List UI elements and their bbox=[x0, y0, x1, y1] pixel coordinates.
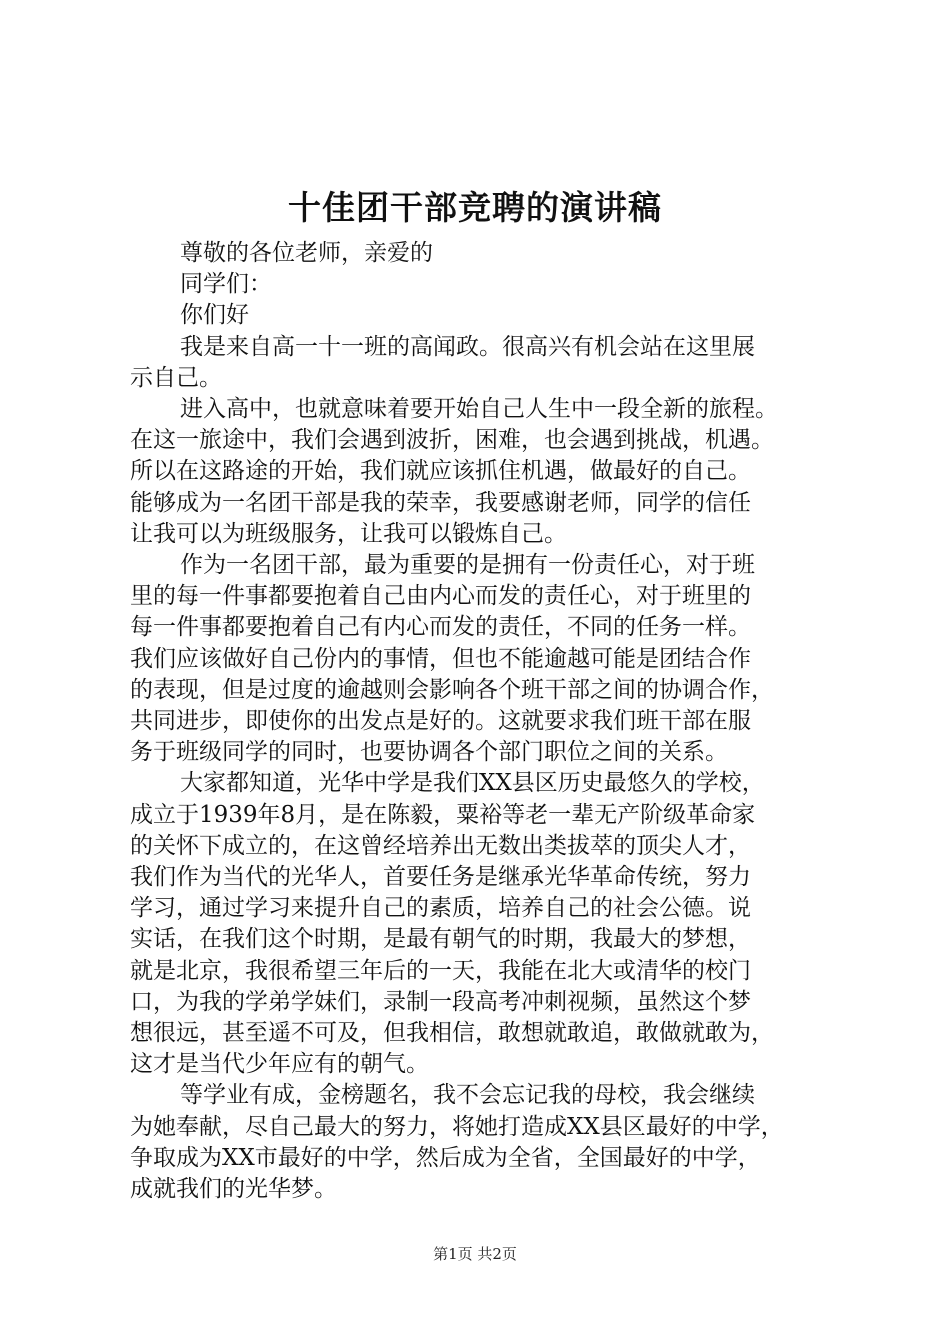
text-line: 在这一旅途中，我们会遇到波折，困难，也会遇到挑战，机遇。 bbox=[130, 427, 774, 454]
text-line: 示自己。 bbox=[130, 364, 222, 391]
text-line: 为她奉献，尽自己最大的努力，将她打造成XX县区最好的中学， bbox=[130, 1113, 784, 1140]
page-title: 十佳团干部竞聘的演讲稿 bbox=[288, 188, 662, 227]
text-line: 进入高中，也就意味着要开始自己人生中一段全新的旅程。 bbox=[180, 396, 778, 423]
speech-body bbox=[130, 238, 850, 1205]
text-line: 能够成为一名团干部是我的荣幸，我要感谢老师，同学的信任 bbox=[130, 489, 751, 516]
text-line: 同学们： bbox=[180, 271, 272, 298]
text-line: 你们好 bbox=[180, 302, 249, 329]
page-number-footer: 第1页 共2页 bbox=[433, 1245, 517, 1263]
text-line: 实话，在我们这个时期，是最有朝气的时期，我最大的梦想， bbox=[130, 926, 751, 953]
text-line: 所以在这路途的开始，我们就应该抓住机遇，做最好的自己。 bbox=[130, 458, 751, 485]
text-line: 作为一名团干部，最为重要的是拥有一份责任心，对于班 bbox=[180, 552, 755, 579]
text-line: 的关怀下成立的，在这曾经培养出无数出类拔萃的顶尖人才， bbox=[130, 832, 751, 859]
text-line: 我们应该做好自己份内的事情，但也不能逾越可能是团结合作 bbox=[130, 645, 751, 672]
text-line: 我们作为当代的光华人，首要任务是继承光华革命传统，努力 bbox=[130, 864, 751, 891]
text-line: 我是来自高一十一班的高闻政。很高兴有机会站在这里展 bbox=[180, 333, 755, 360]
text-line: 想很远，甚至遥不可及，但我相信，敢想就敢追，敢做就敢为， bbox=[130, 1020, 774, 1047]
text-line: 共同进步，即使你的出发点是好的。这就要求我们班干部在服 bbox=[130, 708, 751, 735]
text-line: 务于班级同学的同时，也要协调各个部门职位之间的关系。 bbox=[130, 739, 728, 766]
text-line: 就是北京，我很希望三年后的一天，我能在北大或清华的校门 bbox=[130, 957, 751, 984]
text-line: 学习，通过学习来提升自己的素质，培养自己的社会公德。说 bbox=[130, 895, 751, 922]
text-line: 每一件事都要抱着自己有内心而发的责任，不同的任务一样。 bbox=[130, 614, 751, 641]
text-line: 的表现，但是过度的逾越则会影响各个班干部之间的协调合作， bbox=[130, 676, 774, 703]
text-line: 这才是当代少年应有的朝气。 bbox=[130, 1051, 429, 1078]
text-line: 口，为我的学弟学妹们，录制一段高考冲刺视频，虽然这个梦 bbox=[130, 988, 751, 1015]
text-line: 里的每一件事都要抱着自己由内心而发的责任心，对于班里的 bbox=[130, 583, 751, 610]
text-line: 让我可以为班级服务，让我可以锻炼自己。 bbox=[130, 520, 567, 547]
text-line: 尊敬的各位老师，亲爱的 bbox=[180, 240, 433, 266]
text-line: 争取成为XX市最好的中学，然后成为全省，全国最好的中学， bbox=[130, 1144, 761, 1171]
text-line: 成立于1939年8月，是在陈毅，粟裕等老一辈无产阶级革命家 bbox=[130, 801, 756, 828]
text-line: 等学业有成，金榜题名，我不会忘记我的母校，我会继续 bbox=[180, 1082, 755, 1109]
text-line: 成就我们的光华梦。 bbox=[130, 1176, 337, 1203]
text-line: 大家都知道，光华中学是我们XX县区历史最悠久的学校， bbox=[180, 770, 765, 797]
